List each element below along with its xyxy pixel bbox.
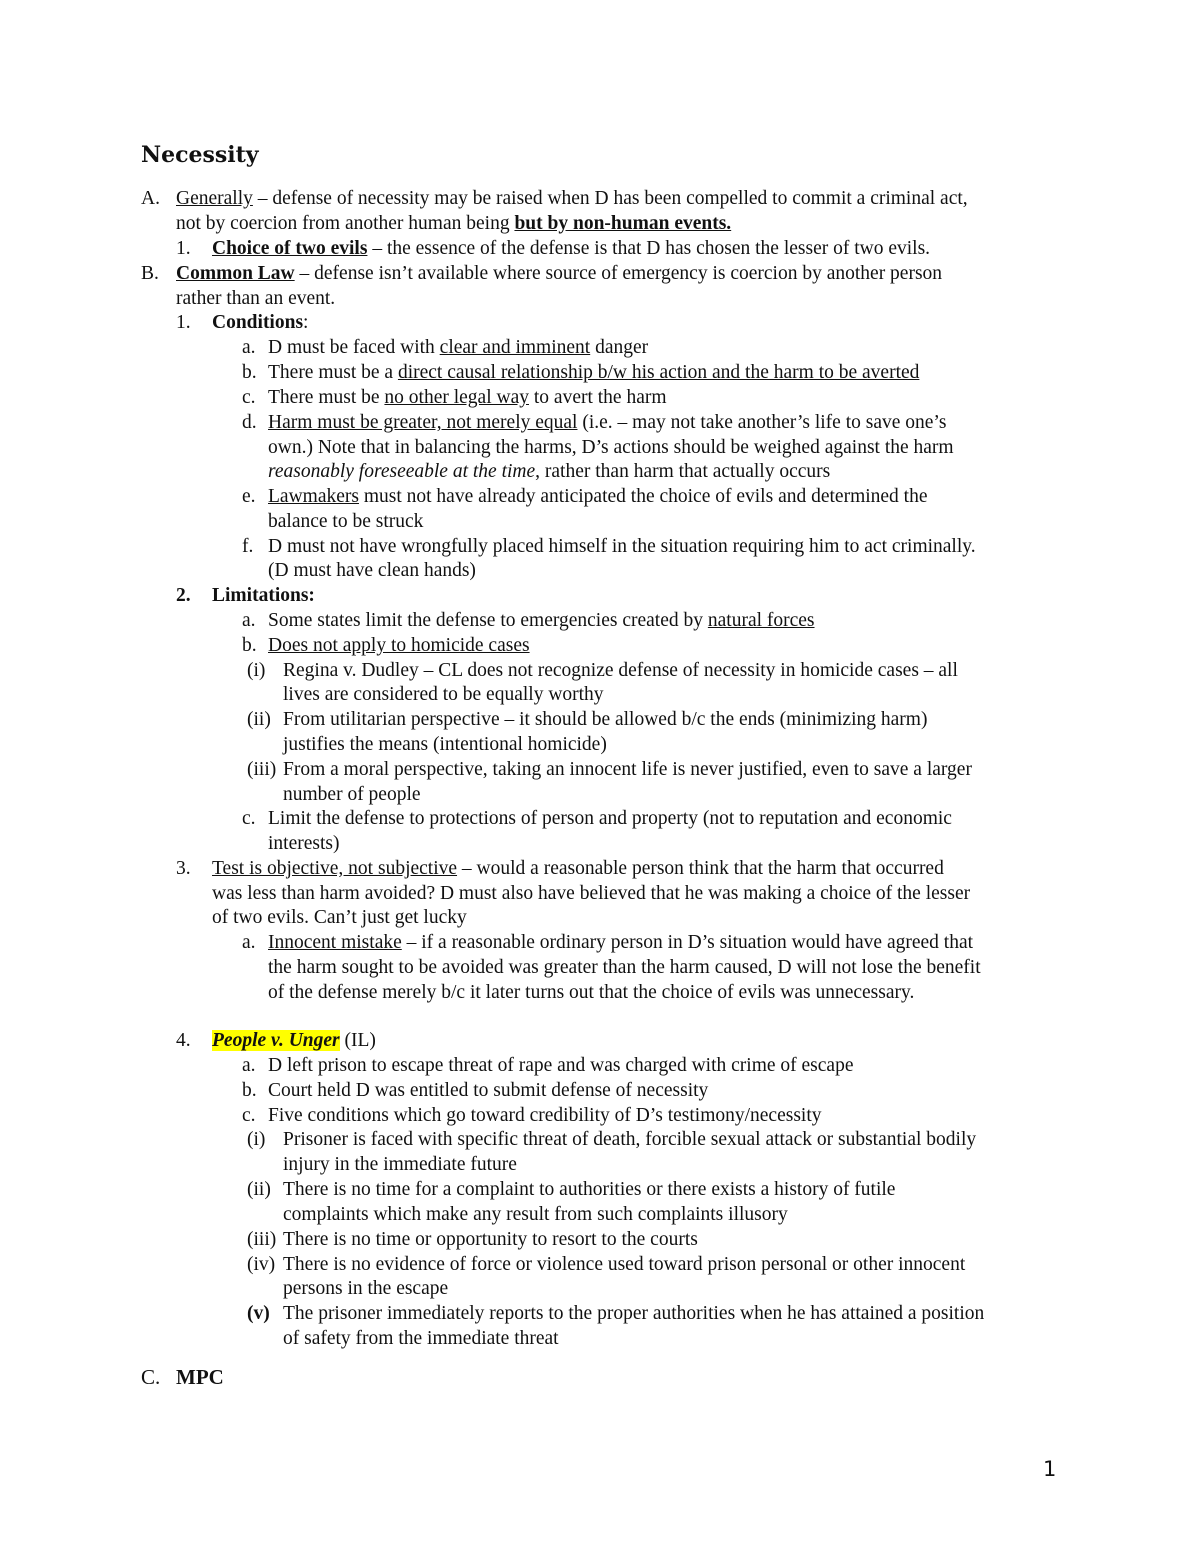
test-text-1: – would a reasonable person think that the harm that occurred: [457, 858, 944, 879]
unger-iv-line-2: persons in the escape: [283, 1278, 449, 1299]
conditions-colon: :: [303, 312, 309, 333]
limitation-c-marker: c.: [242, 808, 256, 829]
section-a-emphasis: but by non-human events.: [514, 213, 732, 234]
condition-a-pre: D must be faced with: [268, 337, 440, 358]
innocent-mistake-text: – if a reasonable ordinary person in D’s situation would have agreed that: [401, 932, 974, 953]
unger-iii: There is no time or opportunity to resort to the courts: [283, 1229, 698, 1250]
unger-i-line-2: injury in the immediate future: [283, 1154, 517, 1175]
unger-heading-line: [212, 1028, 376, 1053]
limitation-a-marker: a.: [242, 610, 256, 631]
limitation-b-marker: b.: [242, 635, 257, 656]
condition-f-line-2: (D must have clean hands): [268, 560, 476, 581]
condition-f-marker: f.: [242, 536, 254, 557]
innocent-mistake-line-1: [268, 930, 973, 955]
limitation-i-marker: (i): [247, 660, 266, 681]
unger-v: The prisoner immediately reports to the proper authorities when he has attained a position: [283, 1303, 985, 1324]
unger-c: Five conditions which go toward credibility of D’s testimony/necessity: [268, 1105, 822, 1126]
conditions-heading: Conditions: [212, 312, 304, 333]
unger-jurisdiction: (IL): [339, 1030, 376, 1051]
section-c-marker: C.: [141, 1365, 161, 1389]
unger-c-marker: c.: [242, 1105, 256, 1126]
choice-of-two-evils-heading: Choice of two evils: [212, 238, 368, 259]
condition-c-post: to avert the harm: [529, 387, 667, 408]
test-line-3: of two evils. Can’t just get lucky: [212, 907, 467, 928]
condition-d-italic: reasonably foreseeable at the time: [268, 461, 536, 482]
condition-a: [268, 335, 648, 360]
condition-b-underlined: direct causal relationship b/w his action and the harm to be averted: [397, 362, 920, 383]
limitation-ii-line-2: justifies the means (intentional homicide): [283, 734, 607, 755]
condition-e-post: must not have already anticipated the choice of evils and determined the: [358, 486, 928, 507]
innocent-mistake-line-2: the harm sought to be avoided was greater than the harm caused, D will not lose the benefit: [268, 957, 981, 978]
test-heading: Test is objective, not subjective: [212, 858, 458, 879]
unger-v-line-2: of safety from the immediate threat: [283, 1328, 559, 1349]
section-c-heading: MPC: [176, 1365, 224, 1389]
limitation-ii-marker: (ii): [247, 709, 271, 730]
test-marker: 3.: [176, 858, 191, 879]
page-title: Necessity: [141, 142, 259, 168]
limitation-a-underlined: natural forces: [707, 610, 815, 631]
section-a-line-1: [176, 186, 968, 211]
condition-d-post: (i.e. – may not take another’s life to save one’s: [577, 412, 947, 433]
limitation-i-line-2: lives are considered to be equally worthy: [283, 684, 604, 705]
section-b-text-2: rather than an event.: [176, 288, 336, 309]
unger-iv: There is no evidence of force or violence used toward prison personal or other innocent: [283, 1254, 966, 1275]
innocent-mistake-marker: a.: [242, 932, 256, 953]
section-a-text-1: – defense of necessity may be raised when D has been compelled to commit a criminal act,: [252, 188, 968, 209]
section-b-marker: B.: [141, 263, 159, 284]
limitation-c: Limit the defense to protections of person and property (not to reputation and economic: [268, 808, 952, 829]
limitation-iii-marker: (iii): [247, 759, 277, 780]
unger-ii-line-2: complaints which make any result from such complaints illusory: [283, 1204, 788, 1225]
unger-v-marker: (v): [247, 1303, 270, 1324]
section-a-marker: A.: [141, 188, 160, 209]
unger-ii-marker: (ii): [247, 1179, 271, 1200]
unger-b-marker: b.: [242, 1080, 257, 1101]
section-a-text-2: not by coercion from another human being: [176, 213, 515, 234]
condition-e-underlined: Lawmakers: [268, 486, 359, 507]
section-a-item-1: [212, 236, 930, 261]
limitations-heading: Limitations:: [212, 585, 315, 606]
condition-a-underlined: clear and imminent: [439, 337, 591, 358]
section-b-text-1: – defense isn’t available where source of emergency is coercion by another person: [294, 263, 943, 284]
innocent-mistake-line-3: of the defense merely b/c it later turns out that the choice of evils was unnecessary.: [268, 982, 915, 1003]
condition-c: [268, 385, 667, 410]
condition-f: D must not have wrongfully placed himself in the situation requiring him to act criminally.: [268, 536, 976, 557]
condition-c-marker: c.: [242, 387, 256, 408]
unger-iii-marker: (iii): [247, 1229, 277, 1250]
condition-e: [268, 484, 928, 509]
unger-b: Court held D was entitled to submit defense of necessity: [268, 1080, 709, 1101]
section-a-line-2: [176, 211, 731, 236]
condition-d-line-3: [268, 459, 830, 484]
section-a-heading: Generally: [176, 188, 253, 209]
condition-d-marker: d.: [242, 412, 257, 433]
unger-i: Prisoner is faced with specific threat of death, forcible sexual attack or substantial bodily: [283, 1129, 977, 1150]
unger-a-marker: a.: [242, 1055, 256, 1076]
test-line-2: was less than harm avoided? D must also have believed that he was making a choice of the lesser: [212, 883, 971, 904]
conditions-marker: 1.: [176, 312, 191, 333]
unger-marker: 4.: [176, 1030, 191, 1051]
limitation-b: Does not apply to homicide cases: [268, 635, 530, 656]
section-a-item-1-marker: 1.: [176, 238, 191, 259]
condition-b-marker: b.: [242, 362, 257, 383]
condition-c-pre: There must be: [268, 387, 385, 408]
section-b-line-1: [176, 261, 942, 286]
limitation-iii: From a moral perspective, taking an innocent life is never justified, even to save a larger: [283, 759, 972, 780]
condition-d: [268, 410, 946, 435]
condition-d-line-2: own.) Note that in balancing the harms, D’s actions should be weighed against the harm: [268, 437, 954, 458]
condition-e-marker: e.: [242, 486, 256, 507]
limitation-iii-line-2: number of people: [283, 784, 421, 805]
unger-i-marker: (i): [247, 1129, 266, 1150]
unger-iv-marker: (iv): [247, 1254, 276, 1275]
condition-a-post: danger: [590, 337, 649, 358]
condition-e-line-2: balance to be struck: [268, 511, 424, 532]
choice-of-two-evils-text: – the essence of the defense is that D has chosen the lesser of two evils.: [367, 238, 931, 259]
limitation-c-line-2: interests): [268, 833, 340, 854]
unger-a: D left prison to escape threat of rape and was charged with crime of escape: [268, 1055, 854, 1076]
innocent-mistake-heading: Innocent mistake: [268, 932, 402, 953]
limitation-ii: From utilitarian perspective – it should be allowed b/c the ends (minimizing harm): [283, 709, 928, 730]
page-number: 1: [1043, 1457, 1057, 1481]
condition-b-pre: There must be a: [268, 362, 398, 383]
condition-a-marker: a.: [242, 337, 256, 358]
condition-b: [268, 360, 919, 385]
limitation-a-pre: Some states limit the defense to emergencies created by: [268, 610, 708, 631]
conditions-heading-line: [212, 310, 308, 335]
condition-d-post-italic: , rather than harm that actually occurs: [535, 461, 831, 482]
section-b-heading: Common Law: [176, 263, 295, 284]
test-line-1: [212, 856, 944, 881]
unger-ii: There is no time for a complaint to authorities or there exists a history of futile: [283, 1179, 896, 1200]
condition-d-underlined: Harm must be greater, not merely equal: [268, 412, 578, 433]
unger-case-name: People v. Unger: [212, 1030, 340, 1051]
limitations-marker: 2.: [176, 585, 191, 606]
condition-c-underlined: no other legal way: [384, 387, 529, 408]
limitation-a: [268, 608, 815, 633]
limitation-i: Regina v. Dudley – CL does not recognize defense of necessity in homicide cases – all: [283, 660, 958, 681]
